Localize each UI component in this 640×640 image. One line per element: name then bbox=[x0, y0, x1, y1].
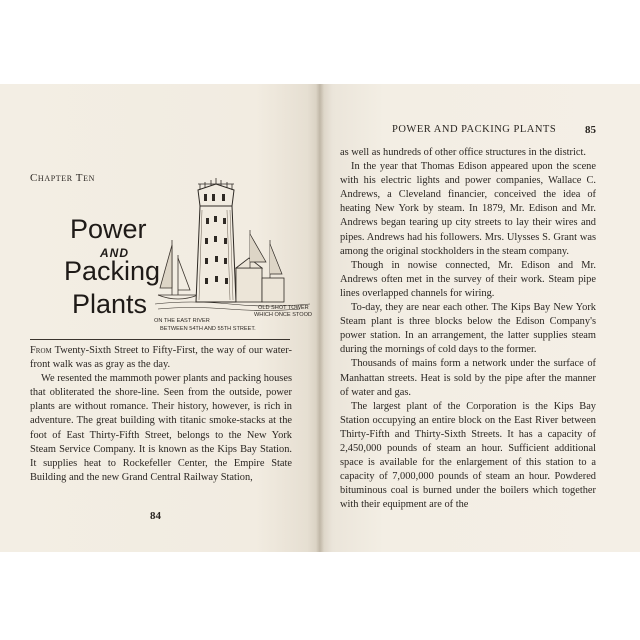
shot-tower-illustration bbox=[150, 170, 322, 340]
illustration-caption-line3: ON THE EAST RIVER bbox=[154, 318, 210, 324]
illustration-caption-line2: WHICH ONCE STOOD bbox=[254, 312, 313, 318]
body-paragraph: as well as hundreds of other office structures in the district. bbox=[340, 147, 586, 158]
chapter-title-line1: Power bbox=[70, 214, 147, 244]
illustration-caption-line4: BETWEEN 54TH AND 55TH STREET. bbox=[160, 326, 256, 332]
body-paragraph: To-day, they are near each other. The Kips Bay New York Steam plant is three blocks below the Edison Company's power station. In an arrangement, the latter supplies steam during the mornings of cold days to the former. bbox=[340, 302, 596, 356]
body-paragraph: In the year that Thomas Edison appeared upon the scene with his electric lights and power companies, Wallace C. Andrews, a Cleveland financier, conceived the idea of heating New York by steam. In 1879, Mr. Edison and Mr. Andrews began tearing up city streets to lay their wires and pipes. Andrews had his followers. Mrs. Ulysses S. Grant was among the original stockholders in the steam company. bbox=[340, 161, 596, 257]
chapter-label: Chapter Ten bbox=[30, 172, 95, 184]
chapter-title-line4: Plants bbox=[72, 289, 148, 319]
left-page-body bbox=[30, 344, 292, 485]
chapter-title-line2: AND bbox=[100, 246, 129, 260]
body-paragraph: Thousands of mains form a network under the surface of Manhattan streets. Heat is sold by the pipe after the manner of water and gas. bbox=[340, 358, 596, 398]
body-paragraph bbox=[30, 344, 292, 372]
body-paragraph: The largest plant of the Corporation is the Kips Bay Station occupying an entire block on the East River between Thirty-Fifth and Thirty-Sixth Streets. It has a capacity of 2,450,000 pounds of steam an hour. Sufficient additional space is available for the enlargement of this station to a capacity of 7,000,000 pounds of steam an hour. Powdered bituminous coal is burned under the boilers which together with their equipment are of the bbox=[340, 400, 596, 511]
paragraph-text: Twenty-Sixth Street to Fifty-First, the way of our water-front walk was as gray as the day. bbox=[30, 345, 292, 371]
page-number-left: 84 bbox=[150, 510, 161, 522]
section-divider bbox=[30, 339, 290, 340]
illustration-caption-line1: OLD SHOT TOWER bbox=[258, 305, 309, 311]
lead-in-word: From bbox=[30, 345, 52, 356]
right-page-body bbox=[340, 146, 596, 512]
running-head: POWER AND PACKING PLANTS bbox=[392, 124, 557, 135]
body-paragraph: We resented the mammoth power plants and packing houses that obliterated the shore-line. Seen from the outside, power plants are without romance. Their history, however, is rich in adventure. The great building with titanic smoke-stacks at the foot of East Thirty-Fifth Street, belongs to the New York Steam Service Company. It is known as the Kips Bay Station. It supplies heat to Rockefeller Center, the Empire State Building and the new Grand Central Railway Station, bbox=[30, 373, 292, 483]
body-paragraph: Though in nowise connected, Mr. Edison and Mr. Andrews often met in the survey of their work. Steam pipe lines overlapped channels for wiring. bbox=[340, 259, 596, 299]
page-number-right: 85 bbox=[585, 124, 596, 136]
chapter-title-line3: Packing bbox=[64, 256, 161, 286]
